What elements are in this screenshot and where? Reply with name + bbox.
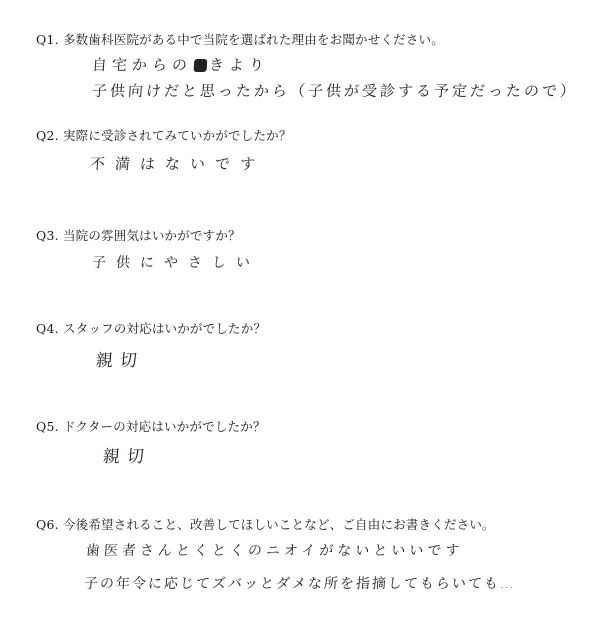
answer-1-line-2: 子供向けだと思ったから（子供が受診する予定だったので） [91,82,579,100]
answer-6-line-1: 歯医者さんとくとくのニオイがないといいです [85,543,464,559]
answer-4: 親切 [95,351,145,371]
question-6: Q6. 今後希望されること、改善してほしいことなど、ご自由にお書きください。 [36,517,495,532]
question-2: Q2. 実際に受診されてみていかがでしたか？ [36,128,292,143]
answer-2: 不満はないです [89,155,266,173]
answer-1-tail: きより [208,56,270,74]
question-3: Q3. 当院の雰囲気はいかがですか？ [36,228,241,243]
answer-1-text: 自宅からの [91,56,193,74]
answer-1-line-1 [91,54,269,75]
question-5: Q5. ドクターの対応はいかがでしたか？ [36,419,266,434]
answer-5: 親切 [102,447,152,467]
scribbled-character [193,59,207,72]
question-1: Q1. 多数歯科医院がある中で当院を選ばれた理由をお聞かせください。 [36,32,444,47]
question-4: Q4. スタッフの対応はいかがでしたか？ [36,321,267,336]
answer-3: 子供にやさしい [91,255,261,271]
answer-6-line-2: 子の年令に応じてズバッとダメな所を指摘してもらいても… [83,576,517,592]
